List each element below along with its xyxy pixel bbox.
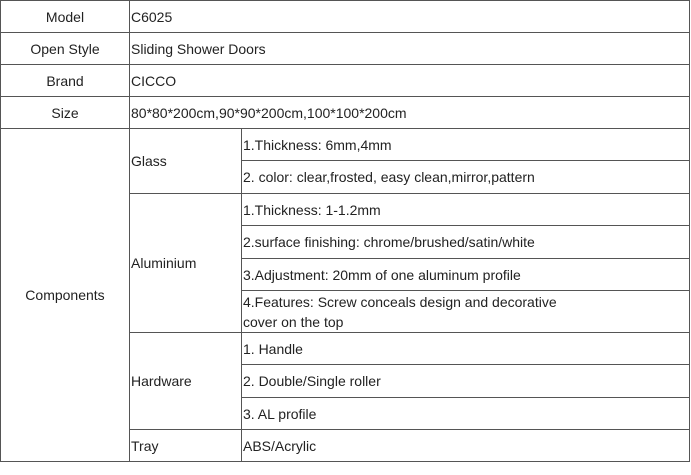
table-row-model (1, 1, 690, 33)
table-row-glass-1 (1, 129, 690, 161)
hardware-item: 2. Double/Single roller (242, 365, 690, 398)
aluminium-label: Aluminium (130, 194, 242, 333)
open-style-label: Open Style (1, 33, 130, 65)
tray-value: ABS/Acrylic (242, 430, 690, 462)
brand-value: CICCO (130, 65, 690, 97)
size-value: 80*80*200cm,90*90*200cm,100*100*200cm (130, 97, 690, 129)
glass-item: 1.Thickness: 6mm,4mm (242, 129, 690, 161)
hardware-label: Hardware (130, 333, 242, 430)
model-label: Model (1, 1, 130, 33)
table-row-size (1, 97, 690, 129)
table-row-open-style (1, 33, 690, 65)
table-row-brand (1, 65, 690, 97)
aluminium-item: 3.Adjustment: 20mm of one aluminum profile (242, 259, 690, 291)
glass-item: 2. color: clear,frosted, easy clean,mirror,pattern (242, 161, 690, 194)
aluminium-item: 2.surface finishing: chrome/brushed/satin/white (242, 226, 690, 259)
hardware-item: 1. Handle (242, 333, 690, 365)
hardware-item: 3. AL profile (242, 398, 690, 430)
aluminium-item: 4.Features: Screw conceals design and decorative cover on the top (242, 291, 690, 333)
tray-label: Tray (130, 430, 242, 462)
glass-label: Glass (130, 129, 242, 194)
open-style-value: Sliding Shower Doors (130, 33, 690, 65)
brand-label: Brand (1, 65, 130, 97)
aluminium-item: 1.Thickness: 1-1.2mm (242, 194, 690, 226)
components-label: Components (1, 129, 130, 462)
size-label: Size (1, 97, 130, 129)
model-value: C6025 (130, 1, 690, 33)
